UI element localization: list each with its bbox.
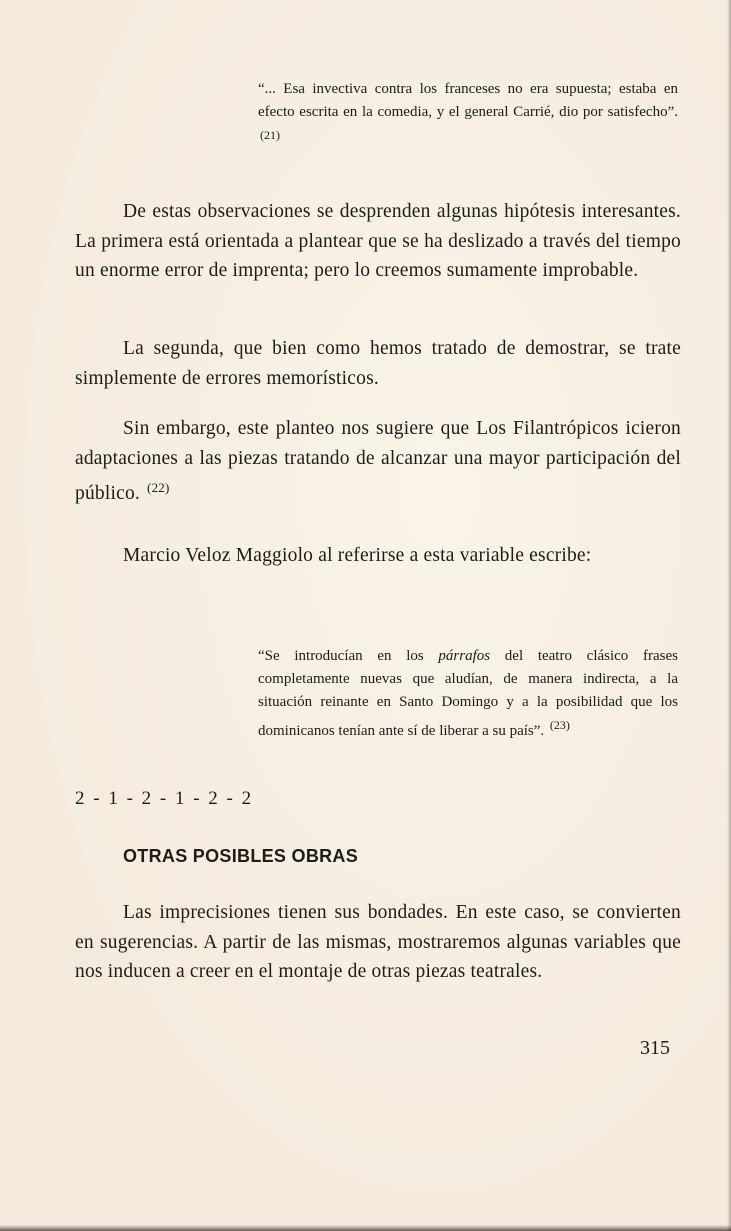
paragraph-text: De estas observaciones se desprenden algunas hipótesis interesantes. La primera está orientada a plantear que se ha deslizado a través del tiempo un enorme error de imprenta; pero lo creemos sumamente improbable. [75, 201, 681, 281]
page-bottom-edge [0, 1225, 731, 1231]
quote-paragraph [258, 645, 678, 743]
quote-text-post: del teatro clásico frases completamente nuevas que aludían, de manera indirecta, a la situación reinante en Santo Domingo y a la posibilidad que los dominicanos tenían ante sí de liberar a su país”. [258, 648, 678, 739]
paragraph-text: Las imprecisiones tienen sus bondades. En este caso, se convierten en sugerencias. A partir de las mismas, mostraremos algunas variables que nos inducen a creer en el montaje de otras piezas teatrales. [75, 902, 681, 982]
body-paragraph [75, 898, 681, 987]
paragraph-text: Marcio Veloz Maggiolo al referirse a esta variable escribe: [123, 545, 592, 566]
page-number: 315 [640, 1037, 670, 1059]
page-edge-shadow [727, 0, 731, 1231]
paragraph-text [75, 414, 681, 509]
body-paragraph [75, 414, 681, 509]
quote-text: “... Esa invectiva contra los franceses no era supuesta; estaba en efecto escrita en la comedia, y el general Carrié, dio por satisfecho”. [258, 81, 678, 120]
paragraph-text: La segunda, que bien como hemos tratado de demostrar, se trate simplemente de errores memorísticos. [75, 338, 681, 389]
section-heading: OTRAS POSIBLES OBRAS [123, 846, 359, 866]
body-paragraph [75, 197, 681, 286]
footnote-ref: (23) [549, 718, 570, 732]
footnote-ref: (21) [260, 128, 280, 142]
body-paragraph [75, 541, 681, 571]
footnote-ref: (22) [147, 480, 170, 495]
block-quote-top [258, 78, 678, 153]
quote-text-pre: “Se introducían en los [258, 648, 439, 664]
quote-paragraph [258, 78, 678, 153]
section-number: 2 - 1 - 2 - 1 - 2 - 2 [75, 788, 254, 809]
block-quote-bottom [258, 645, 678, 743]
body-paragraph [75, 334, 681, 393]
paragraph-text-span: Sin embargo, este planteo nos sugiere que Los Filantrópicos icieron adaptaciones a las piezas tratando de alcanzar una mayor participación del público. [75, 418, 681, 504]
quote-italic-word: párrafos [438, 648, 491, 664]
